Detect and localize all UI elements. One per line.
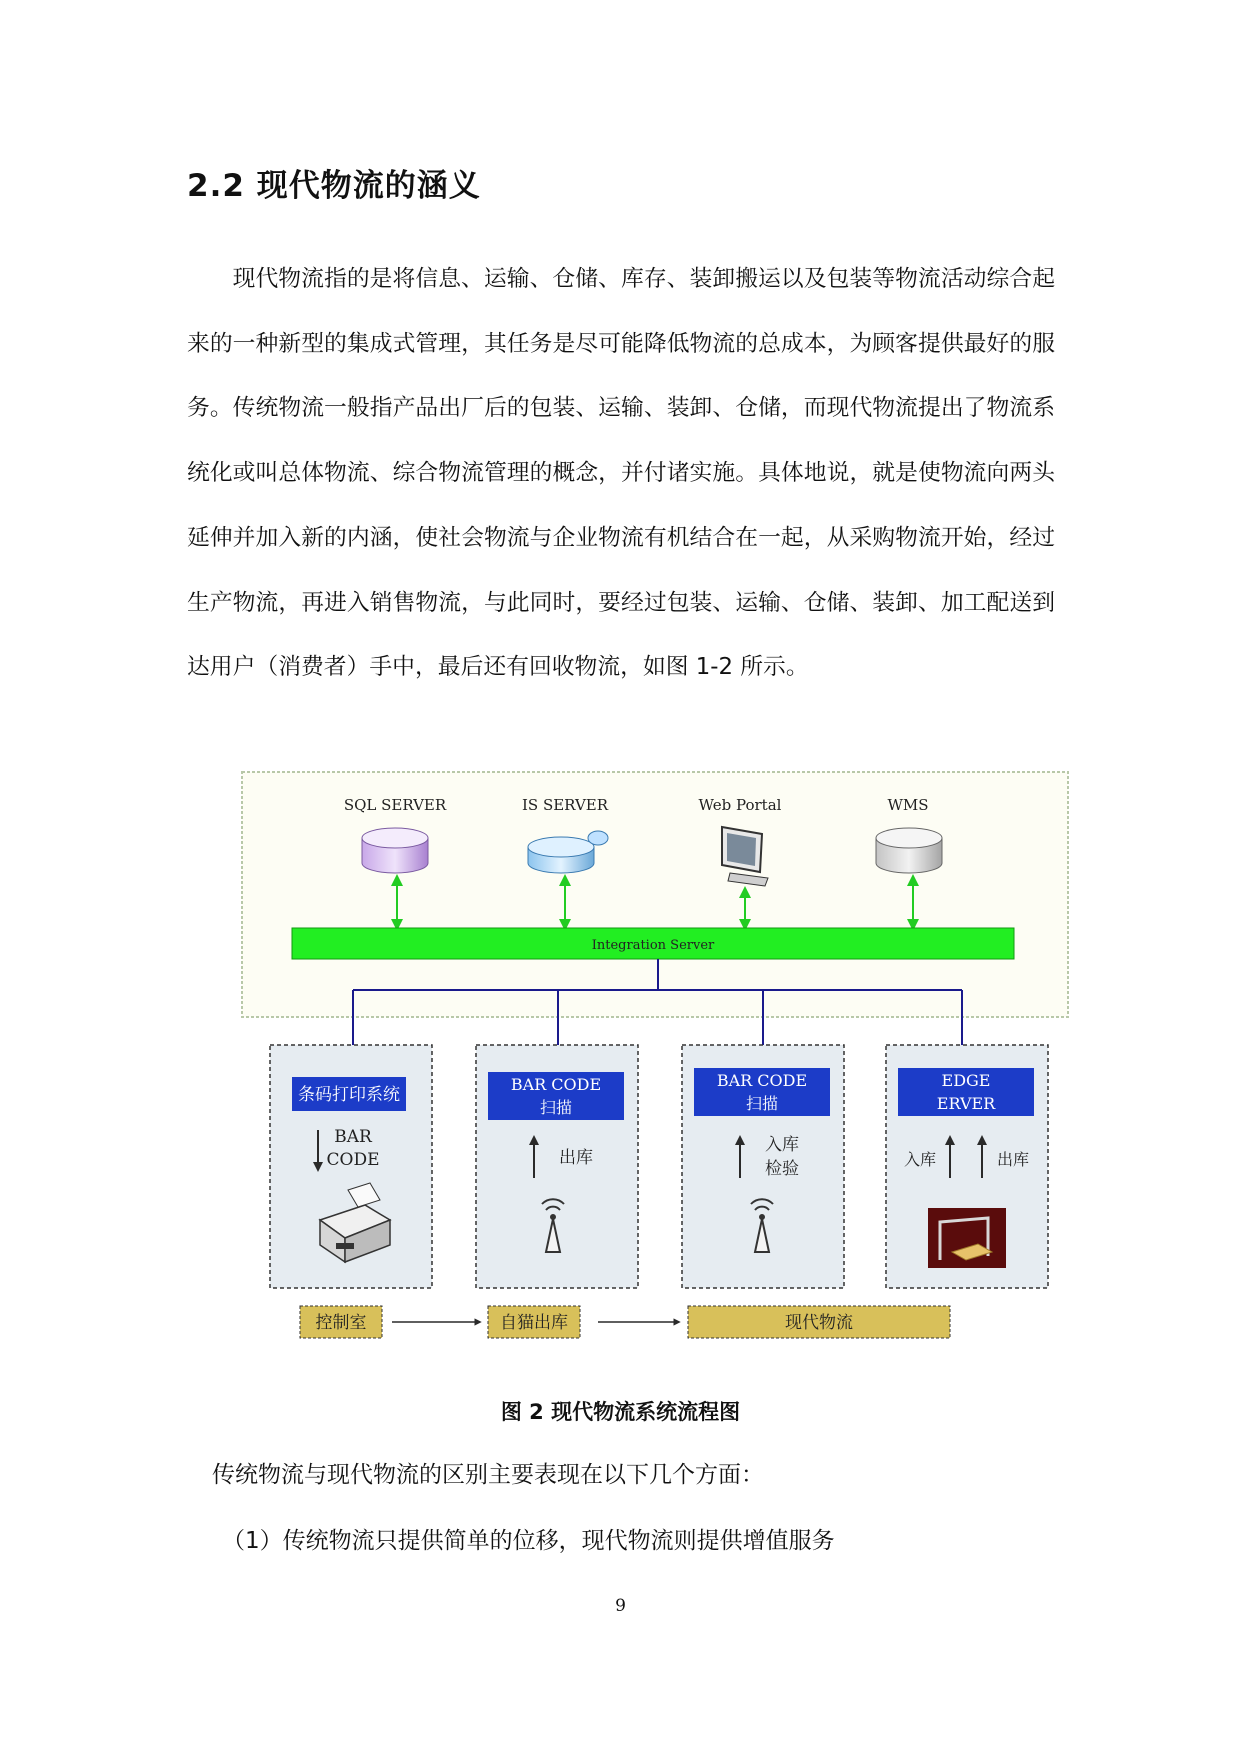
flow-step: 控制室 [315,1313,367,1333]
integration-server-label: Integration Server [591,938,715,953]
edge-server-box [886,1045,1048,1288]
arrow-label: 检验 [765,1159,799,1179]
server-label-is: IS SERVER [521,796,609,814]
box-subtitle: 扫描 [539,1098,573,1117]
barcode-scan-outbound-box [476,1045,638,1288]
box-title: BAR CODE [510,1075,602,1094]
server-label-sql: SQL SERVER [343,796,447,814]
page-number: 9 [615,1596,626,1616]
arrow-label: 出库 [559,1148,593,1168]
logistics-system-diagram [240,770,1070,1350]
arrow-label: 入库 [765,1135,799,1155]
arrow-label: 入库 [903,1150,937,1169]
box-title: EDGE [941,1071,991,1090]
list-item: （1）传统物流只提供简单的位移，现代物流则提供增值服务 [222,1528,835,1554]
database-icon [876,828,942,873]
box-subtitle: 扫描 [745,1094,779,1113]
flow-row [300,1306,950,1338]
arrow-label: BAR [334,1127,372,1147]
box-title: 条码打印系统 [298,1085,400,1105]
section-heading: 2.2 现代物流的涵义 [187,168,481,204]
flow-step: 现代物流 [785,1313,853,1333]
arrow-label: 出库 [996,1150,1030,1169]
box-title: BAR CODE [716,1071,808,1090]
server-label-portal: Web Portal [698,796,782,814]
server-label-wms: WMS [887,796,929,814]
box-subtitle: ERVER [936,1094,996,1113]
body-line: 传统物流与现代物流的区别主要表现在以下几个方面： [212,1462,764,1488]
figure-caption: 图 2 现代物流系统流程图 [500,1400,741,1424]
flow-step: 自猫出库 [500,1313,568,1333]
barcode-print-box [270,1045,432,1288]
body-paragraph: 现代物流指的是将信息、运输、仓储、库存、装卸搬运以及包装等物流活动综合起来的一种新型的集成式管理，其任务是尽可能降低物流的总成本，为顾客提供最好的服务。传统物流一般指产品出厂后的包装、运输、装卸、仓储，而现代物流提出了物流系统化或叫总体物流、综合物流管理的概念，并付诸实施。具体地说，就是使物流向两头延伸并加入新的内涵，使社会物流与企业物流有机结合在一起，从采购物流开始，经过生产物流，再进入销售物流，与此同时，要经过包装、运输、仓储、装卸、加工配送到达用户（消费者）手中，最后还有回收物流，如图 1-2 所示。 [187,266,1055,681]
database-icon [362,828,428,873]
rfid-gate-icon [928,1208,1006,1268]
monitor-icon [722,827,768,886]
barcode-scan-inbound-box [682,1045,844,1288]
arrow-label: CODE [326,1150,380,1170]
